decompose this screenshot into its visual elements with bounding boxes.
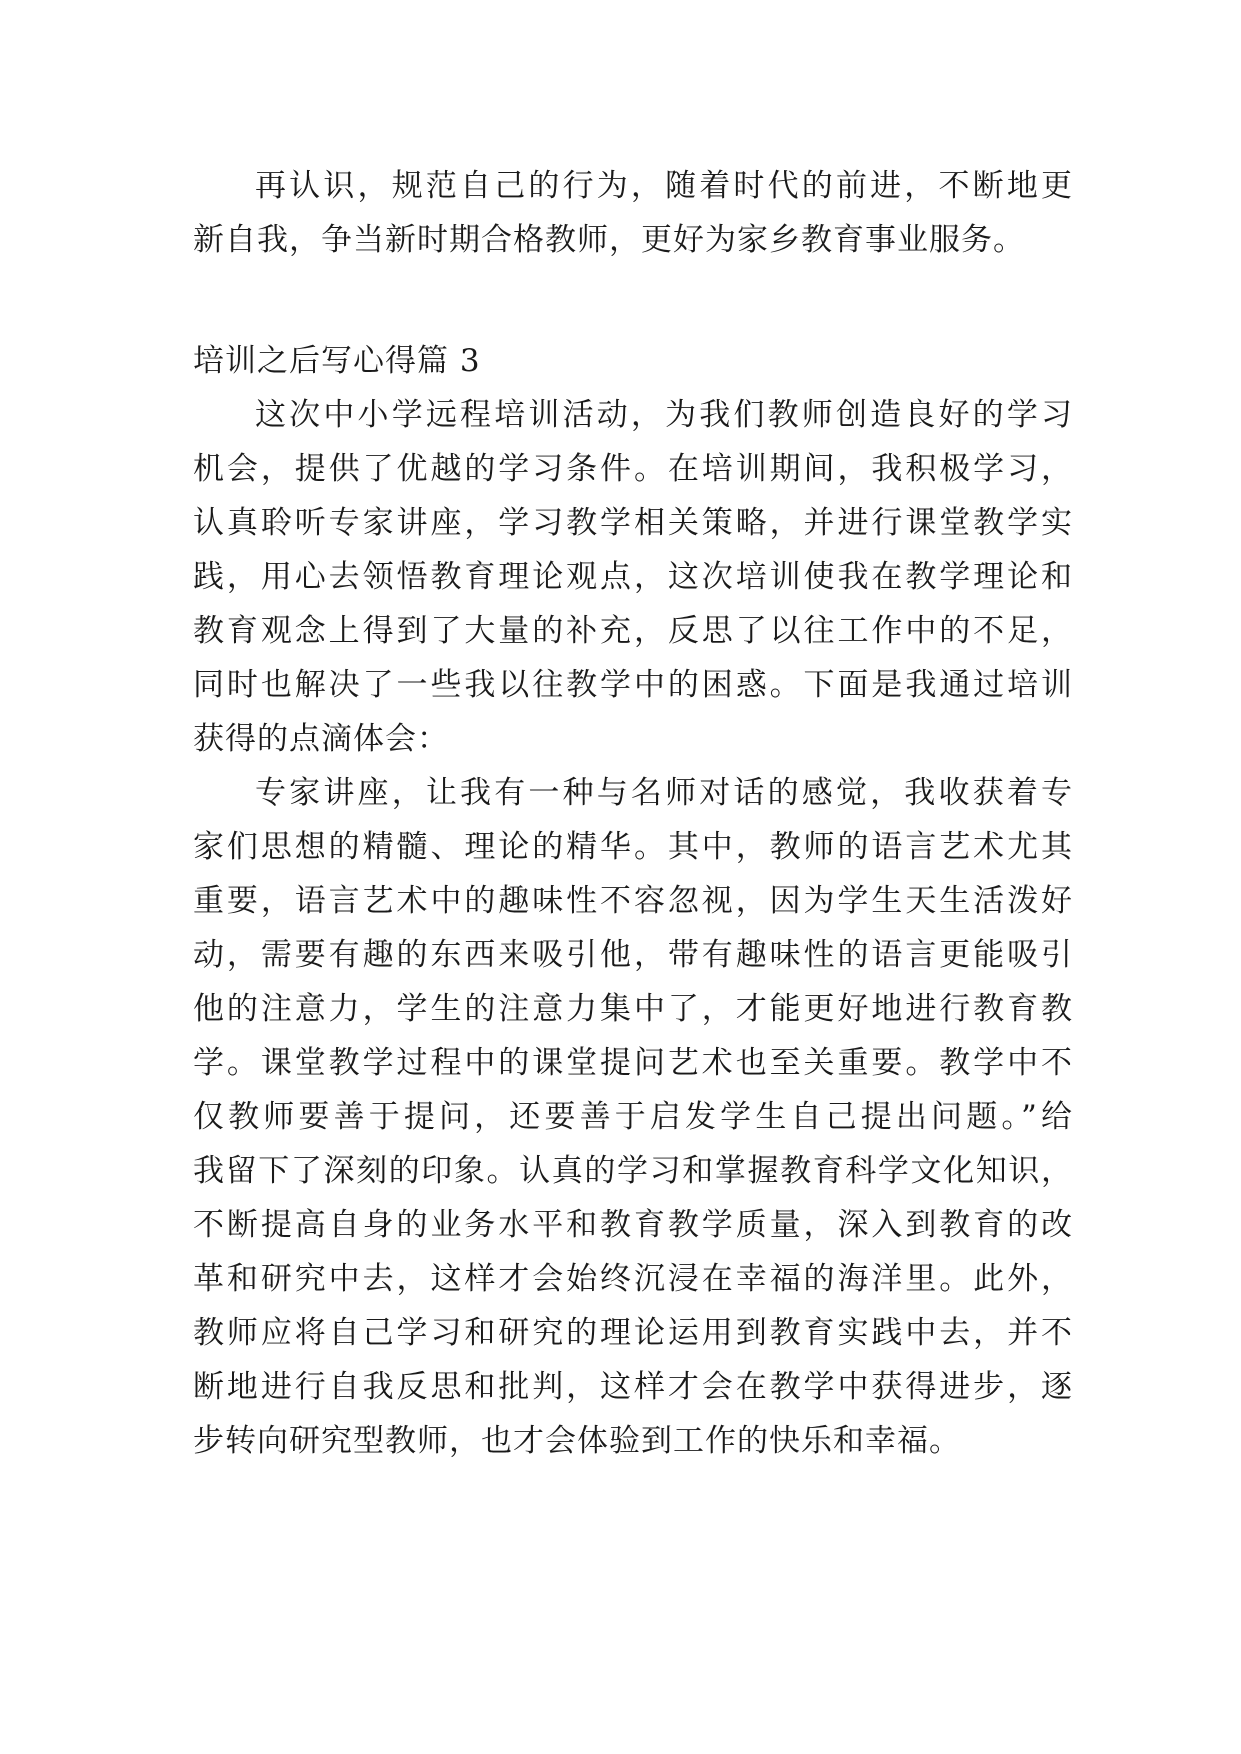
paragraph2-line-3: 重要，语言艺术中的趣味性不容忽视，因为学生天生活泼好 — [193, 883, 1073, 919]
paragraph2-line-6: 学。课堂教学过程中的课堂提问艺术也至关重要。教学中不 — [193, 1045, 1073, 1081]
paragraph2-line-11: 教师应将自己学习和研究的理论运用到教育实践中去，并不 — [193, 1315, 1073, 1351]
paragraph1-line-6: 同时也解决了一些我以往教学中的困惑。下面是我通过培训 — [193, 667, 1073, 703]
continuation-line-2: 新自我，争当新时期合格教师，更好为家乡教育事业服务。 — [193, 222, 1025, 258]
paragraph2-line-1: 专家讲座，让我有一种与名师对话的感觉，我收获着专 — [255, 775, 1073, 811]
paragraph2-line-4: 动，需要有趣的东西来吸引他，带有趣味性的语言更能吸引 — [193, 937, 1073, 973]
paragraph2-line-12: 断地进行自我反思和批判，这样才会在教学中获得进步，逐 — [193, 1369, 1073, 1405]
continuation-line-1: 再认识，规范自己的行为，随着时代的前进，不断地更 — [255, 168, 1073, 204]
paragraph2-line-2: 家们思想的精髓、理论的精华。其中，教师的语言艺术尤其 — [193, 829, 1073, 865]
paragraph1-line-5: 教育观念上得到了大量的补充，反思了以往工作中的不足， — [193, 613, 1073, 649]
paragraph1-line-1: 这次中小学远程培训活动，为我们教师创造良好的学习 — [255, 397, 1073, 433]
paragraph2-line-7: 仅教师要善于提问，还要善于启发学生自己提出问题。”给 — [193, 1099, 1073, 1135]
paragraph2-line-9: 不断提高自身的业务水平和教育教学质量，深入到教育的改 — [193, 1207, 1073, 1243]
paragraph2-line-5: 他的注意力，学生的注意力集中了，才能更好地进行教育教 — [193, 991, 1073, 1027]
section-heading: 培训之后写心得篇 3 — [193, 343, 481, 379]
paragraph1-line-7: 获得的点滴体会： — [193, 721, 449, 757]
paragraph1-line-4: 践，用心去领悟教育理论观点，这次培训使我在教学理论和 — [193, 559, 1073, 595]
paragraph2-line-10: 革和研究中去，这样才会始终沉浸在幸福的海洋里。此外， — [193, 1261, 1073, 1297]
paragraph2-line-13: 步转向研究型教师，也才会体验到工作的快乐和幸福。 — [193, 1423, 961, 1459]
paragraph2-line-8: 我留下了深刻的印象。认真的学习和掌握教育科学文化知识， — [193, 1153, 1073, 1189]
paragraph1-line-2: 机会，提供了优越的学习条件。在培训期间，我积极学习， — [193, 451, 1073, 487]
paragraph1-line-3: 认真聆听专家讲座，学习教学相关策略，并进行课堂教学实 — [193, 505, 1073, 541]
